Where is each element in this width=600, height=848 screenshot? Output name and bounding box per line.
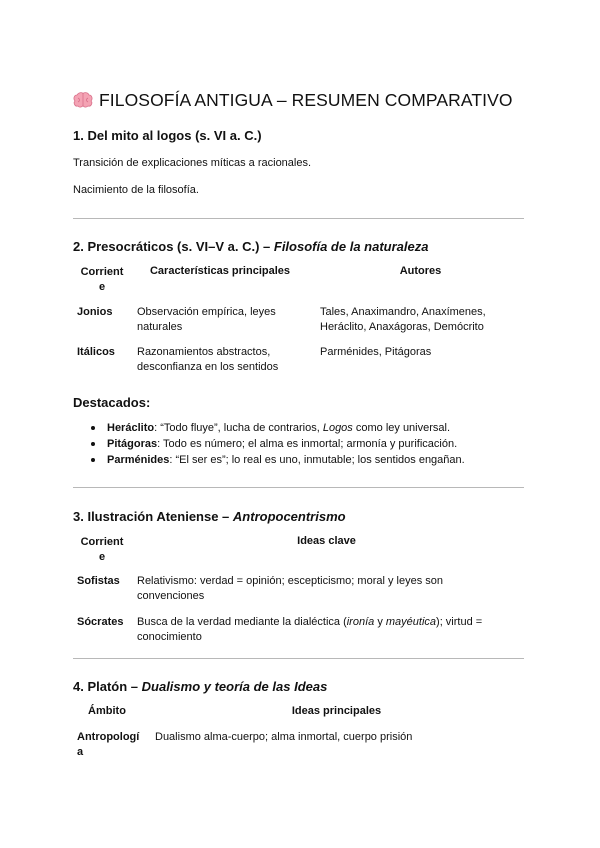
section-1-paragraph-2: Nacimiento de la filosofía. <box>73 184 199 196</box>
section-4-heading-sub: Dualismo y teoría de las Ideas <box>141 679 328 694</box>
section-2-heading <box>73 239 428 254</box>
table-header-ideas-principales: Ideas principales <box>291 705 382 717</box>
table-cell-caracteristicas: Razonamientos abstractos, desconfianza en los sentidos <box>137 346 279 373</box>
table-row-name: Sócrates <box>77 616 124 628</box>
table-row-name: Itálicos <box>77 346 115 358</box>
section-1-paragraph-1: Transición de explicaciones míticas a racionales. <box>73 157 312 169</box>
table-header-corriente: Corrient e <box>80 536 124 563</box>
section-4-heading-main: 4. Platón – <box>73 679 142 694</box>
section-2-heading-main: 2. Presocráticos (s. VI–V a. C.) – <box>73 239 274 254</box>
table-row-name: Antropologí a <box>77 731 140 758</box>
table-row-name: Jonios <box>77 306 113 318</box>
section-3-heading-sub: Antropocentrismo <box>232 509 346 524</box>
table-header-autores: Autores <box>399 265 442 277</box>
divider <box>73 658 524 659</box>
table-cell-ideas: Dualismo alma-cuerpo; alma inmortal, cuerpo prisión <box>155 731 413 743</box>
title-text: FILOSOFÍA ANTIGUA – RESUMEN COMPARATIVO <box>99 90 513 110</box>
table-header-caracteristicas: Características principales <box>149 265 291 277</box>
table-cell-ideas: Busca de la verdad mediante la dialéctica (ironía y mayéutica); virtud = conocimiento <box>137 616 483 643</box>
table-cell-ideas: Relativismo: verdad = opinión; escepticismo; moral y leyes son convenciones <box>137 575 443 602</box>
divider <box>73 487 524 488</box>
brain-icon <box>73 92 93 108</box>
section-1-heading: 1. Del mito al logos (s. VI a. C.) <box>73 128 262 143</box>
divider <box>73 218 524 219</box>
bullet-dot <box>91 442 95 446</box>
list-item: Parménides: “El ser es”; lo real es uno, inmutable; los sentidos engañan. <box>73 452 465 468</box>
document-title <box>73 90 513 111</box>
table-header-corriente: Corrient e <box>80 266 124 293</box>
section-2-heading-sub: Filosofía de la naturaleza <box>273 239 429 254</box>
destacados-heading: Destacados: <box>73 395 151 410</box>
table-cell-autores: Parménides, Pitágoras <box>320 346 432 358</box>
table-cell-autores: Tales, Anaximandro, Anaxímenes, Heráclito, Anaxágoras, Demócrito <box>320 306 486 333</box>
section-3-heading-main: 3. Ilustración Ateniense – <box>73 509 233 524</box>
bullet-dot <box>91 426 95 430</box>
list-item: Heráclito: “Todo fluye”, lucha de contrarios, Logos como ley universal. <box>73 420 465 436</box>
section-3-heading <box>73 509 346 524</box>
bullet-dot <box>91 458 95 462</box>
list-item: Pitágoras: Todo es número; el alma es inmortal; armonía y purificación. <box>73 436 465 452</box>
table-row-name: Sofistas <box>77 575 120 587</box>
table-cell-caracteristicas: Observación empírica, leyes naturales <box>137 306 276 333</box>
table-header-ambito: Ámbito <box>88 705 126 717</box>
section-4-heading <box>73 679 327 694</box>
table-header-ideas-clave: Ideas clave <box>297 535 356 547</box>
destacados-list <box>73 420 465 468</box>
